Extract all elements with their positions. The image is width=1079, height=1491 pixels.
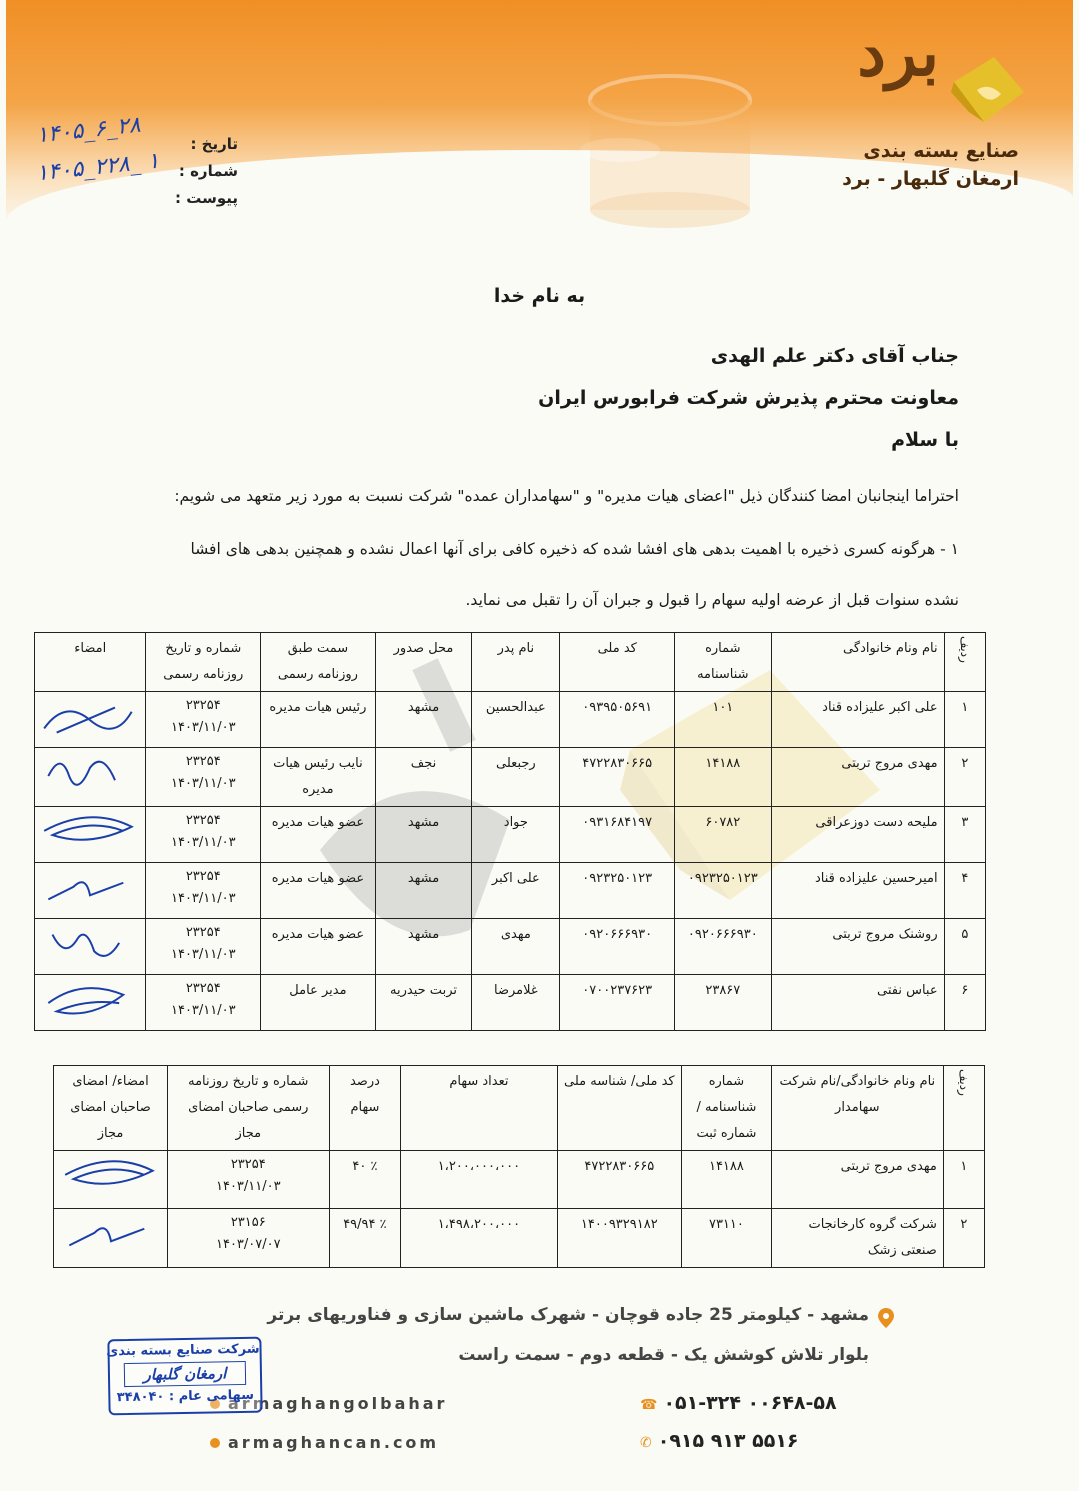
row-number-cell: ۲ [943, 1209, 984, 1268]
role-cell: رئیس هیات مدیره [261, 692, 376, 748]
signature-mark [40, 921, 140, 969]
issue-place-cell: مشهد [375, 692, 472, 748]
gazette-number: ۲۳۲۵۴ [185, 754, 221, 769]
company-stamp [107, 1337, 262, 1416]
gazette-number: ۲۳۲۵۴ [230, 1157, 266, 1172]
gazette-date: ۱۴۰۳/۰۷/۰۷ [215, 1237, 281, 1252]
shareholder-name-cell: شرکت گروه کارخانجات صنعتی زشک [771, 1209, 943, 1268]
id-number-cell: ۰۹۲۰۶۶۶۹۳۰ [675, 919, 772, 975]
gazette-date: ۱۴۰۳/۱۱/۰۳ [170, 891, 236, 906]
gazette-number: ۲۳۲۵۴ [185, 981, 221, 996]
greeting: با سلام [891, 429, 959, 451]
signature-mark [40, 694, 140, 742]
header-cell: امضاء [35, 633, 146, 692]
member-name-cell: مهدی مروج تربتی [771, 748, 944, 807]
location-pin-icon [878, 1308, 894, 1328]
handwritten-number: ۱۴۰۵_۲۲۸_ ۱ [35, 148, 161, 187]
member-name-cell: علی اکبر علیزاده قناد [771, 692, 944, 748]
logo-leaf-icon [949, 52, 1029, 127]
gazette-cell [168, 1209, 330, 1268]
header-cell: نام ونام خانوادگی/نام شرکت سهامدار [771, 1066, 943, 1151]
signature-cell [35, 919, 146, 975]
header-cell: شماره و تاریخ روزنامه رسمی [146, 633, 261, 692]
company-name-line2: ارمغان گلبهار - برد [842, 168, 1019, 190]
gazette-cell [168, 1151, 330, 1209]
share-count-cell: ۱،۴۹۸،۲۰۰،۰۰۰ [401, 1209, 557, 1268]
gazette-number: ۲۳۲۵۴ [185, 869, 221, 884]
role-cell: عضو هیات مدیره [261, 863, 376, 919]
gazette-number: ۲۳۲۵۴ [185, 698, 221, 713]
issue-place-cell: تربت حیدریه [375, 975, 472, 1031]
member-name-cell: عباس نفتی [771, 975, 944, 1031]
shareholders-table [53, 1065, 985, 1268]
footer-phone1 [640, 1392, 837, 1414]
header-cell: امضاء/ امضای صاحبان امضای مجاز [54, 1066, 168, 1151]
gazette-cell [146, 919, 261, 975]
signature-cell [35, 692, 146, 748]
header-cell: نام پدر [472, 633, 560, 692]
table-row [35, 863, 986, 919]
stamp-line3: سهامی عام : ۳۴۸۰۴۰ [116, 1387, 255, 1406]
header-cell: شماره شناسنامه /شماره ثبت [682, 1066, 772, 1151]
row-number-cell: ۱ [943, 1151, 984, 1209]
company-name-line1: صنایع بسته بندی [863, 140, 1019, 162]
footer-address-line1: مشهد - کیلومتر 25 جاده قوچان - شهرک ماشین سازی و فناوریهای برتر [267, 1305, 869, 1325]
id-number-cell: ۰۹۲۳۲۵۰۱۲۳ [675, 863, 772, 919]
footer-address-line2: بلوار تلاش کوشش یک - قطعه دوم - سمت راست [458, 1345, 869, 1365]
national-code-cell: ۴۷۲۲۸۳۰۶۶۵ [560, 748, 675, 807]
paragraph-2-line1: ۱ - هرگونه کسری ذخیره با اهمیت بدهی های افشا شده که ذخیره کافی برای آنها اعمال نشده و همچنین بدهی های افشا [190, 540, 959, 558]
header-cell: ردیف [944, 633, 985, 692]
table-row [35, 807, 986, 863]
company-logo [799, 16, 1039, 192]
registration-number-cell: ۱۴۱۸۸ [682, 1151, 772, 1209]
table-row [35, 919, 986, 975]
signature-mark [61, 1153, 161, 1201]
stamp-line2: ارمغان گلبهار [124, 1361, 246, 1387]
header-cell: ردیف [943, 1066, 984, 1151]
table-row [35, 975, 986, 1031]
logo-wordmark: برد [857, 16, 939, 91]
gazette-date: ۱۴۰۳/۱۱/۰۳ [170, 835, 236, 850]
row-number-cell: ۱ [944, 692, 985, 748]
national-code-cell: ۰۷۰۰۲۳۷۶۲۳ [560, 975, 675, 1031]
gazette-date: ۱۴۰۳/۱۱/۰۳ [170, 776, 236, 791]
registration-number-cell: ۷۳۱۱۰ [682, 1209, 772, 1268]
phone1-text: ۰۵۱-۳۲۴ ۰۰۶۴۸-۵۸ [663, 1392, 837, 1414]
share-percent-cell: ٪ ۴۹/۹۴ [329, 1209, 401, 1268]
signature-mark [40, 865, 140, 913]
header-cell: سمت طبق روزنامه رسمی [261, 633, 376, 692]
gazette-number: ۲۳۱۵۶ [230, 1215, 266, 1230]
header-cell: شماره و تاریخ روزنامه رسمی صاحبان امضای مجاز [168, 1066, 330, 1151]
footer-website [210, 1433, 439, 1452]
gazette-date: ۱۴۰۳/۱۱/۰۳ [170, 1003, 236, 1018]
gazette-cell [146, 692, 261, 748]
shareholder-name-cell: مهدی مروج تربتی [771, 1151, 943, 1209]
national-code-cell: ۰۹۳۱۶۸۴۱۹۷ [560, 807, 675, 863]
signature-mark [61, 1211, 161, 1259]
bismillah-heading: به نام خدا [493, 285, 586, 307]
father-name-cell: مهدی [472, 919, 560, 975]
signature-cell [54, 1151, 168, 1209]
gazette-date: ۱۴۰۳/۱۱/۰۳ [170, 720, 236, 735]
id-number-cell: ۲۳۸۶۷ [675, 975, 772, 1031]
signature-cell [54, 1209, 168, 1268]
id-number-cell: ۱۴۱۸۸ [675, 748, 772, 807]
role-cell: نایب رئیس هیات مدیره [261, 748, 376, 807]
gazette-number: ۲۳۲۵۴ [185, 813, 221, 828]
signature-mark [40, 750, 140, 798]
issue-place-cell: مشهد [375, 919, 472, 975]
signature-cell [35, 975, 146, 1031]
signature-cell [35, 807, 146, 863]
website-url: armaghancan.com [228, 1433, 440, 1452]
table-row [54, 1151, 985, 1209]
header-cell: کد ملی [560, 633, 675, 692]
table-row [54, 1209, 985, 1268]
footer-phone2 [640, 1430, 799, 1452]
social-handle: armaghangolbahar [228, 1394, 448, 1413]
id-number-cell: ۶۰۷۸۲ [675, 807, 772, 863]
row-number-cell: ۶ [944, 975, 985, 1031]
header-cell: تعداد سهام [401, 1066, 557, 1151]
recipient-line2: معاونت محترم پذیرش شرکت فرابورس ایران [538, 387, 959, 409]
member-name-cell: ملیحه دست دوزعراقی [771, 807, 944, 863]
globe-icon [210, 1438, 220, 1448]
gazette-cell [146, 748, 261, 807]
national-code-cell: ۰۹۲۳۲۵۰۱۲۳ [560, 863, 675, 919]
recipient-line1: جناب آقای دکتر علم الهدی [710, 345, 959, 367]
gazette-number: ۲۳۲۵۴ [185, 925, 221, 940]
national-code-cell: ۰۹۳۹۵۰۵۶۹۱ [560, 692, 675, 748]
table-row [35, 692, 986, 748]
attachment-label: پیوست : [175, 189, 239, 207]
row-number-cell: ۴ [944, 863, 985, 919]
row-number-cell: ۲ [944, 748, 985, 807]
id-number-cell: ۱۰۱ [675, 692, 772, 748]
gazette-cell [146, 863, 261, 919]
phone-icon: ☎ [640, 1397, 658, 1413]
letter-meta [175, 135, 238, 216]
member-name-cell: روشنک مروج تربتی [771, 919, 944, 975]
gazette-date: ۱۴۰۳/۱۱/۰۳ [215, 1179, 281, 1194]
member-name-cell: امیرحسین علیزاده قناد [771, 863, 944, 919]
row-number-cell: ۳ [944, 807, 985, 863]
national-id-cell: ۴۷۲۲۸۳۰۶۶۵ [557, 1151, 682, 1209]
issue-place-cell: نجف [375, 748, 472, 807]
phone2-text: ۰۹۱۵ ۹۱۳ ۵۵۱۶ [657, 1430, 799, 1452]
father-name-cell: غلامرضا [472, 975, 560, 1031]
gazette-date: ۱۴۰۳/۱۱/۰۳ [170, 947, 236, 962]
number-label: شماره : [178, 162, 239, 180]
role-cell: عضو هیات مدیره [261, 919, 376, 975]
father-name-cell: عبدالحسین [472, 692, 560, 748]
mobile-icon: ✆ [640, 1435, 652, 1451]
father-name-cell: رجبعلی [472, 748, 560, 807]
header-cell: کد ملی/ شناسه ملی [557, 1066, 682, 1151]
issue-place-cell: مشهد [375, 807, 472, 863]
share-count-cell: ۱،۲۰۰،۰۰۰،۰۰۰ [401, 1151, 557, 1209]
father-name-cell: علی اکبر [472, 863, 560, 919]
row-number-cell: ۵ [944, 919, 985, 975]
table-row [35, 748, 986, 807]
signature-cell [35, 863, 146, 919]
gazette-cell [146, 975, 261, 1031]
board-members-table [34, 632, 986, 1031]
date-label: تاریخ : [190, 135, 239, 153]
role-cell: عضو هیات مدیره [261, 807, 376, 863]
paragraph-1: احتراما اینجانبان امضا کنندگان ذیل "اعضای هیات مدیره" و "سهامداران عمده" شرکت نسبت به مورد زیر متعهد می شویم: [174, 487, 959, 505]
signature-cell [35, 748, 146, 807]
national-id-cell: ۱۴۰۰۹۳۲۹۱۸۲ [557, 1209, 682, 1268]
national-code-cell: ۰۹۲۰۶۶۶۹۳۰ [560, 919, 675, 975]
header-cell: شماره شناسنامه [675, 633, 772, 692]
gazette-cell [146, 807, 261, 863]
father-name-cell: جواد [472, 807, 560, 863]
signature-mark [40, 977, 140, 1025]
header-cell: محل صدور [375, 633, 472, 692]
can-decoration [520, 30, 820, 230]
role-cell: مدیر عامل [261, 975, 376, 1031]
share-percent-cell: ٪ ۴۰ [329, 1151, 401, 1209]
signature-mark [40, 809, 140, 857]
issue-place-cell: مشهد [375, 863, 472, 919]
header-cell: نام ونام خانوادگی [771, 633, 944, 692]
board-table-header-row [35, 633, 986, 692]
stamp-line1: شرکت صنایع بسته بندی [106, 1341, 260, 1360]
paragraph-2-line2: نشده سنوات قبل از عرضه اولیه سهام را قبول و جبران آن را تقبل می نماید. [465, 591, 959, 609]
handwritten-date: ۱۴۰۵_۶_۲۸ [34, 112, 142, 149]
shareholder-table-header-row [54, 1066, 985, 1151]
header-cell: درصد سهام [329, 1066, 401, 1151]
